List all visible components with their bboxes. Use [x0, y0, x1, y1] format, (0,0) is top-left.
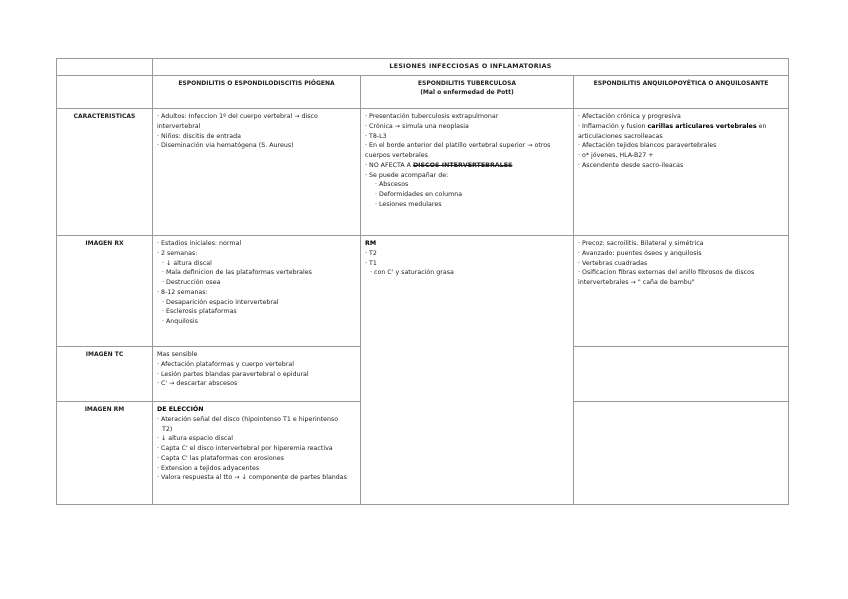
- list-item: · 8-12 semanas:: [157, 288, 208, 296]
- list-item: · Desaparición espacio intervertebral: [162, 298, 279, 306]
- column-header-tuberculosa: [361, 76, 574, 109]
- list-item: · Afectación crónica y progresiva: [578, 113, 681, 120]
- list-item: · Vertebras cuadradas: [578, 259, 648, 267]
- list-item: · Deformidades en columna: [375, 191, 463, 198]
- list-item: · En el borde anterior del platillo vertebral superior → otros: [365, 142, 551, 150]
- list-item: · ↓ altura espacio discal: [157, 435, 233, 443]
- row-header-rx: IMAGEN RX: [57, 236, 153, 347]
- list-item: articulaciones sacroileacas: [578, 132, 663, 140]
- discos-strikethrough-text: DISCOS INTERVERTEBRALES: [412, 161, 513, 169]
- cell-tc-piogena: [153, 347, 361, 402]
- list-item: · Esclerosis plataformas: [162, 308, 237, 316]
- row-header-caracteristicas: CARACTERISTICAS: [57, 109, 153, 236]
- list-item: · Ascendente desde sacro-ileacas: [578, 161, 684, 169]
- list-item: cuerpos vertebrales: [365, 152, 428, 159]
- list-item: · Lesiones medulares: [375, 200, 442, 208]
- table-title: LESIONES INFECCIOSAS O INFLAMATORIAS: [153, 59, 789, 76]
- cell-rm-piogena: [153, 402, 361, 505]
- cell-rx-anquilosante: [574, 236, 789, 347]
- list-item: · Mala definicion de las plataformas vertebrales: [162, 269, 312, 277]
- list-item: · T2: [365, 249, 377, 257]
- list-item: · o* jóvenes, HLA-B27 +: [578, 152, 654, 159]
- list-item: · ↓ altura discal: [162, 259, 212, 267]
- list-item: · con C' y saturación grasa: [370, 269, 454, 277]
- column-header-anquilosante: [574, 76, 789, 109]
- header-empty-cell: [57, 76, 153, 109]
- list-item: [365, 161, 569, 171]
- column-header-anquilosante-label: ESPONDILITIS ANQUILOPOYÉTICA O ANQUILOSANTE: [593, 80, 769, 87]
- list-item: · Estadios iniciales: normal: [157, 240, 242, 247]
- carillas-bold-text: carillas articulares vertebrales: [647, 122, 757, 130]
- en-text: en: [756, 122, 767, 130]
- list-item: · T1: [365, 259, 377, 267]
- lesiones-table: [56, 58, 789, 505]
- list-item: · Presentación tuberculosis extrapulmonar: [365, 113, 499, 120]
- list-item: · Crónica → simula una neoplasia: [365, 122, 469, 130]
- cell-caracteristicas-tuberculosa: [361, 109, 574, 236]
- de-eleccion-heading: DE ELECCIÓN: [157, 406, 204, 413]
- list-item: · Capta C' las plataformas con erosiones: [157, 454, 284, 462]
- list-item: · Lesión partes blandas paravertebral o epidural: [157, 370, 309, 378]
- list-item: · Ateración señal del disco (hipointenso T1 e hiperintenso: [157, 415, 339, 423]
- row-header-rm: IMAGEN RM: [57, 402, 153, 505]
- list-item: · Destrucción osea: [162, 279, 221, 286]
- list-item: · Capta C' el disco intervertebral por hiperemia reactiva: [157, 445, 333, 452]
- list-item: · Afectación tejidos blancos paravertebrales: [578, 142, 717, 150]
- list-item: · C' → descartar abscesos: [157, 380, 238, 388]
- cell-tuberculosa-imaging: [361, 236, 574, 505]
- list-item: T2): [162, 425, 173, 433]
- rm-heading: RM: [365, 240, 377, 247]
- list-item: · Anquilosis: [162, 318, 198, 325]
- list-item: · Diseminación via hematógena (S. Aureus): [157, 142, 294, 150]
- column-header-piogena: [153, 76, 361, 109]
- list-item: · 2 semanas:: [157, 249, 198, 257]
- cell-tc-anquilosante: [574, 347, 789, 402]
- inflamacion-text: · Inflamación y fusion: [578, 122, 648, 130]
- no-afecta-text: · NO AFECTA A: [365, 161, 413, 169]
- cell-caracteristicas-anquilosante: [574, 109, 789, 236]
- column-header-piogena-label: ESPONDILITIS O ESPONDILODISCITIS PIÓGENA: [178, 80, 335, 87]
- list-item: intervertebral: [157, 122, 201, 130]
- list-item: · Osificacion fibras externas del anillo fibrosos de discos: [578, 269, 755, 277]
- list-item: · Abscesos: [375, 181, 409, 189]
- list-item: · Avanzado: puentes óseos y anquilosis: [578, 249, 702, 257]
- cell-rm-anquilosante: [574, 402, 789, 505]
- list-item: · Niños: discitis de entrada: [157, 132, 241, 140]
- cell-rx-piogena: [153, 236, 361, 347]
- list-item: · Adultos: Infeccion 1º del cuerpo vertebral → disco: [157, 113, 318, 120]
- list-item: [578, 122, 784, 132]
- list-item: intervertebrales → " caña de bambu": [578, 279, 695, 286]
- list-item: · Precoz: sacroilitis. Bilateral y simétrica: [578, 240, 704, 247]
- column-header-tuberculosa-sub: (Mal o enfermedad de Pott): [420, 89, 514, 97]
- row-header-tc: IMAGEN TC: [57, 347, 153, 402]
- list-item: · Valora respuesta al tto → ↓ componente de partes blandas: [157, 474, 347, 482]
- list-item: · Extension a tejidos adyacentes: [157, 464, 260, 472]
- column-header-tuberculosa-label: ESPONDILITIS TUBERCULOSA: [417, 80, 517, 87]
- cell-caracteristicas-piogena: [153, 109, 361, 236]
- list-item: · Se puede acompañar de:: [365, 171, 449, 179]
- corner-cell: [57, 59, 153, 76]
- mas-sensible-text: Mas sensible: [157, 351, 198, 358]
- list-item: · T8-L3: [365, 132, 387, 140]
- list-item: · Afectación plataformas y cuerpo vertebral: [157, 360, 295, 368]
